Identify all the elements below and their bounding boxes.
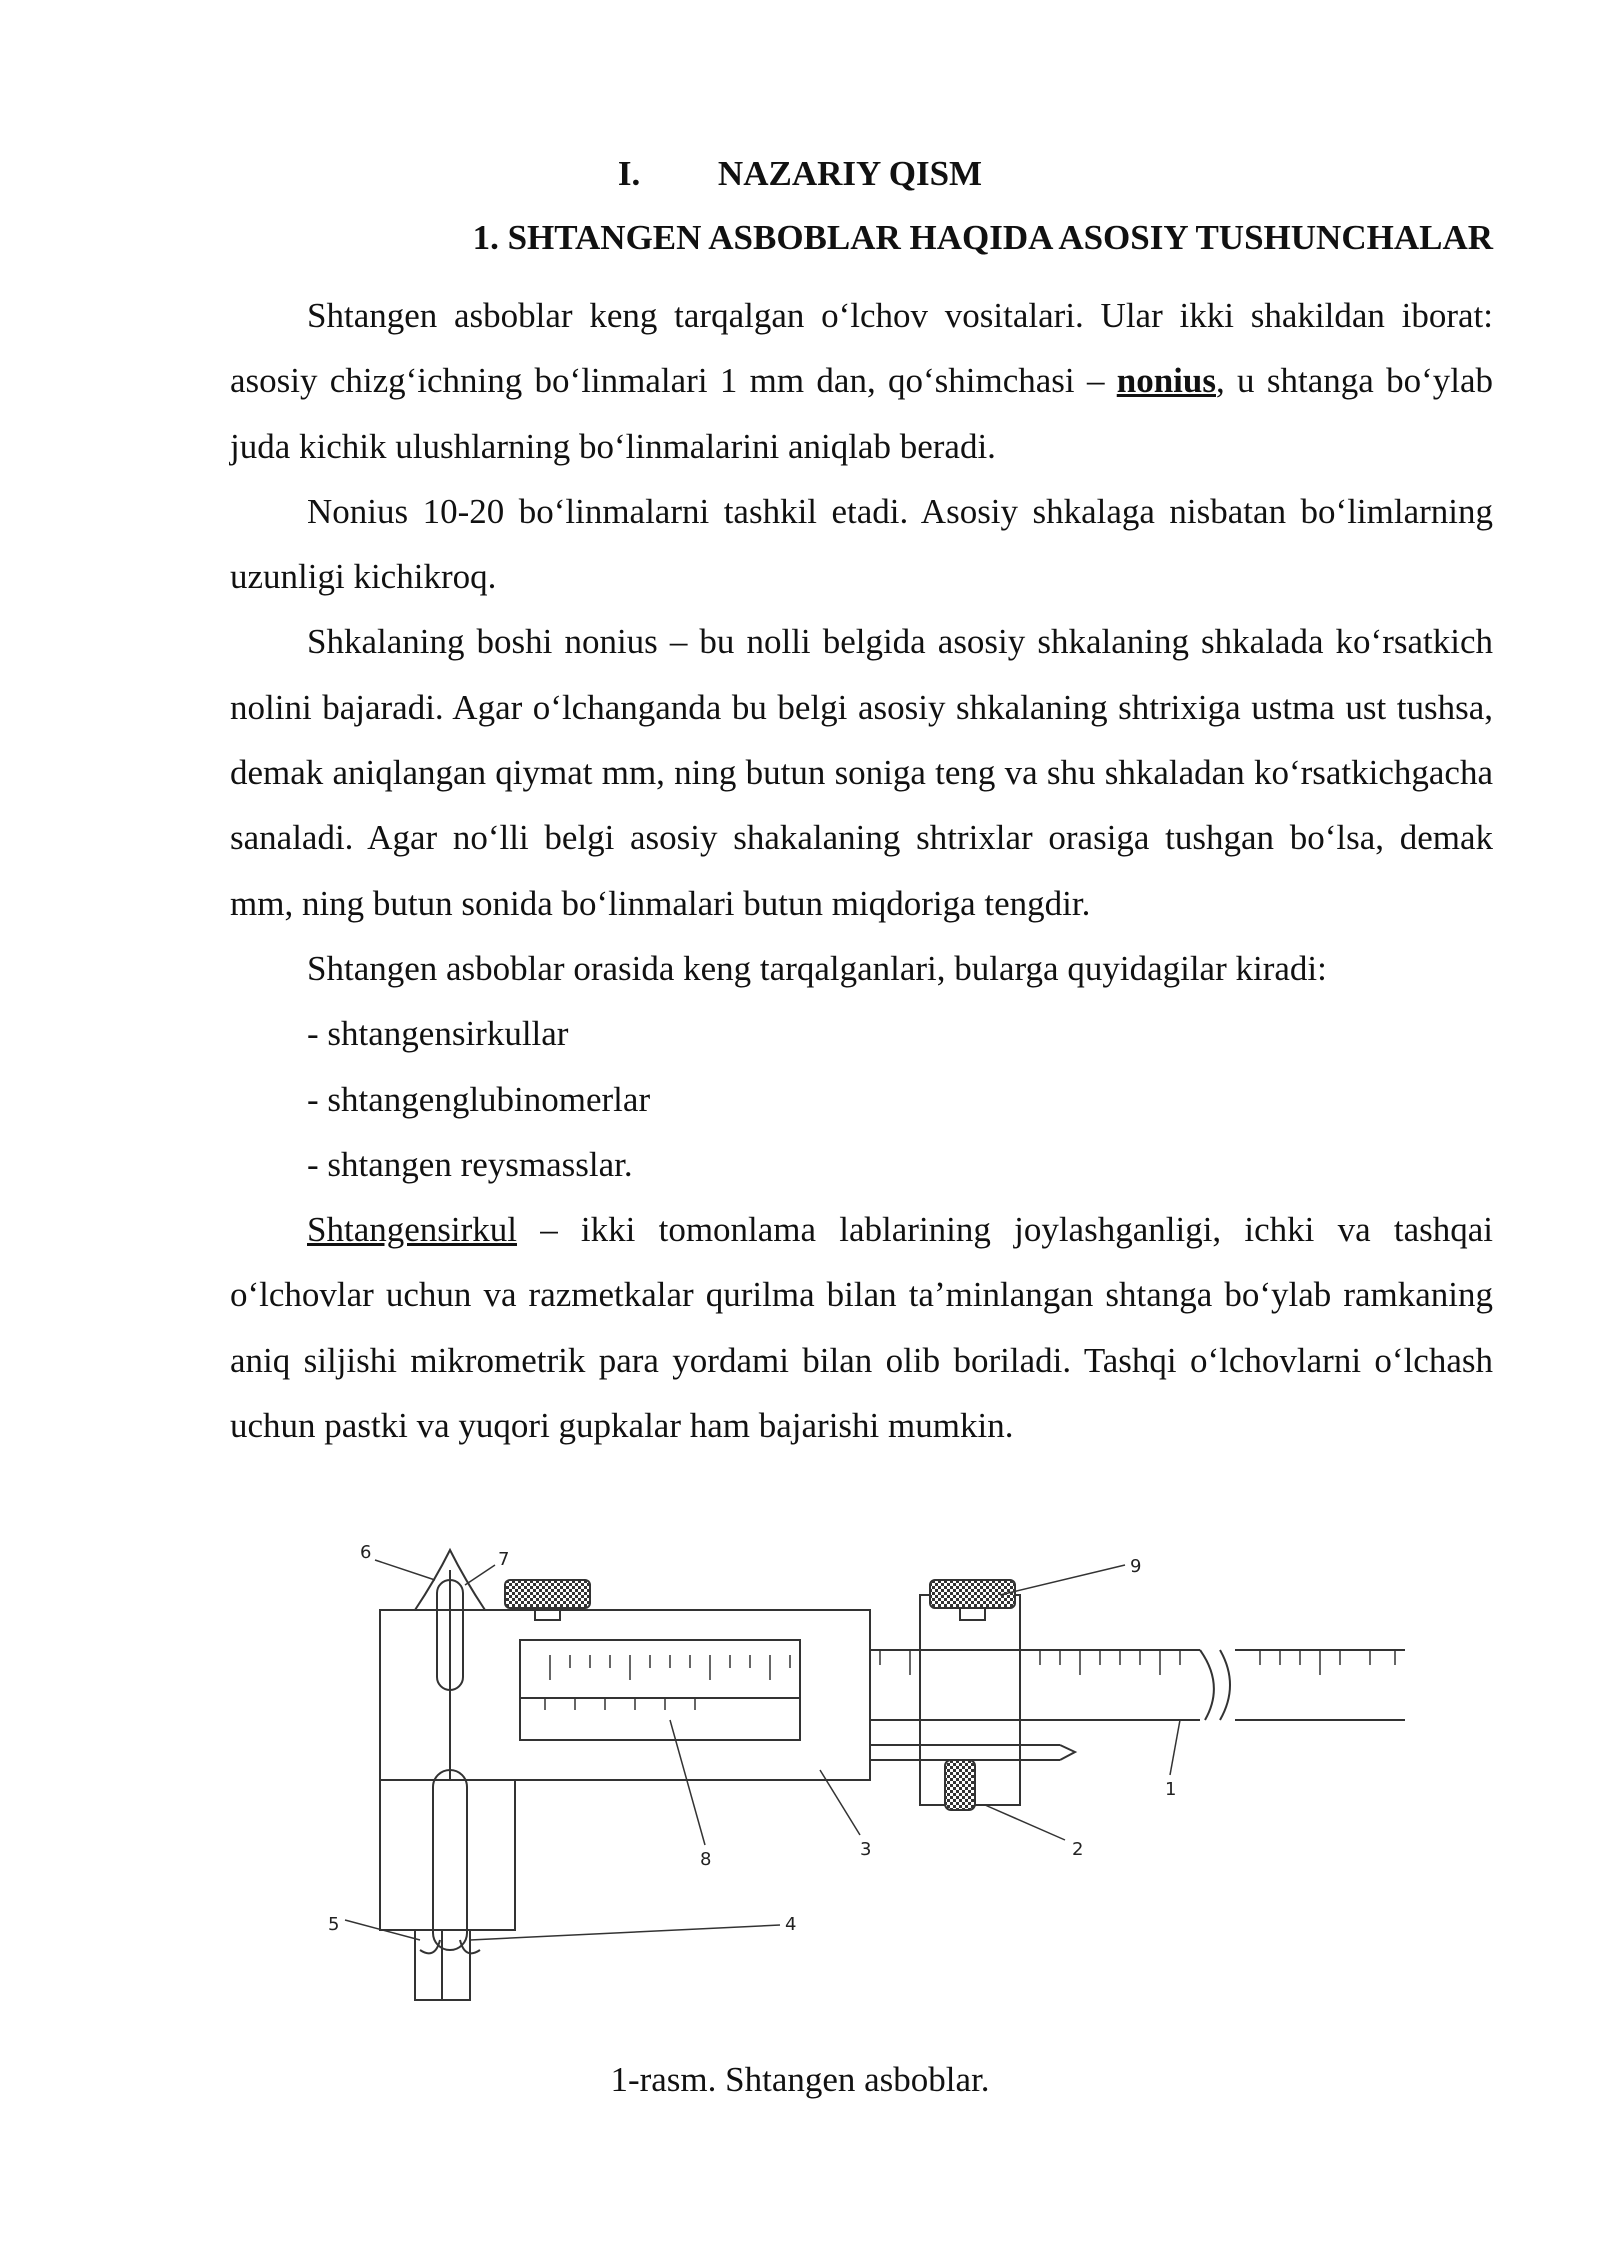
label-4: 4 [785, 1914, 797, 1935]
section-heading [0, 152, 1600, 196]
list-item: - shtangen reysmasslar. [307, 1144, 633, 1184]
keyword-nonius: nonius [1116, 361, 1216, 401]
paragraph-1: Shtangen asboblar keng tarqalgan oʻlchov vositalari. Ular ikki shakildan iborat: asosiy chizgʻichning boʻlinmalari 1 mm dan, qoʻshimchasi – nonius, u shtanga boʻylab juda kichik ulushlarning boʻlinmalarini aniqlab beradi. [230, 296, 1493, 466]
window-ticks [545, 1655, 790, 1710]
paragraph-3: Shkalaning boshi nonius – bu nolli belgida asosiy shkalaning shkalada koʻrsatkich nolini bajaradi. Agar oʻlchanganda bu belgi asosiy shkalaning shtrixiga ustma ust tushsa, demak aniqlangan qiymat mm, ning butun soniga teng va shu shkaladan koʻrsatkichgacha sanaladi. Agar noʻlli belgi asosiy shakalaning shtrixlar orasiga tushgan boʻlsa, demak mm, ning butun sonida boʻlinmalari butun miqdoriga tengdir. [230, 622, 1493, 923]
list-item: - shtangenglubinomerlar [307, 1079, 651, 1119]
section-number: I. [617, 154, 641, 193]
feed-knob [945, 1760, 975, 1810]
clamp-screw-left [505, 1580, 590, 1608]
label-3: 3 [860, 1839, 872, 1860]
label-5: 5 [328, 1914, 340, 1935]
label-8: 8 [700, 1849, 712, 1870]
body-text [230, 283, 1493, 1458]
frame-lower-jaw [380, 1780, 515, 1930]
list-item: - shtangensirkullar [307, 1014, 569, 1054]
beam-ticks [880, 1650, 1395, 1675]
caliper-figure [320, 1520, 1420, 2030]
paragraph-4: Shtangen asboblar orasida keng tarqalganlari, bularga quyidagilar kiradi: [307, 948, 1327, 988]
figure-caption: 1-rasm. Shtangen asboblar. [610, 2060, 990, 2099]
section-title: NAZARIY QISM [717, 154, 983, 193]
paragraph-5: Shtangensirkul – ikki tomonlama lablarining joylashganligi, ichki va tashqai oʻlchovlar uchun va razmetkalar qurilma bilan taʼminlangan shtanga boʻylab ramkaning aniq siljishi mikrometrik para yordami bilan olib boriladi. Tashqi oʻlchovlarni oʻlchash uchun pastki va yuqori gupkalar ham bajarishi mumkin. [230, 1210, 1493, 1446]
label-1: 1 [1165, 1779, 1177, 1800]
label-2: 2 [1072, 1839, 1084, 1860]
keyword-shtangensirkul: Shtangensirkul [307, 1210, 517, 1250]
label-7: 7 [498, 1549, 510, 1570]
chapter-title: 1. SHTANGEN ASBOBLAR HAQIDA ASOSIY TUSHUNCHALAR [472, 218, 1493, 257]
paragraph-2: Nonius 10-20 boʻlinmalarni tashkil etadi. Asosiy shkalaga nisbatan boʻlimlarning uzunligi kichikroq. [230, 491, 1493, 597]
label-6: 6 [360, 1542, 372, 1563]
vernier-window [520, 1640, 800, 1740]
frame-upper [380, 1610, 870, 1780]
label-9: 9 [1130, 1556, 1142, 1577]
